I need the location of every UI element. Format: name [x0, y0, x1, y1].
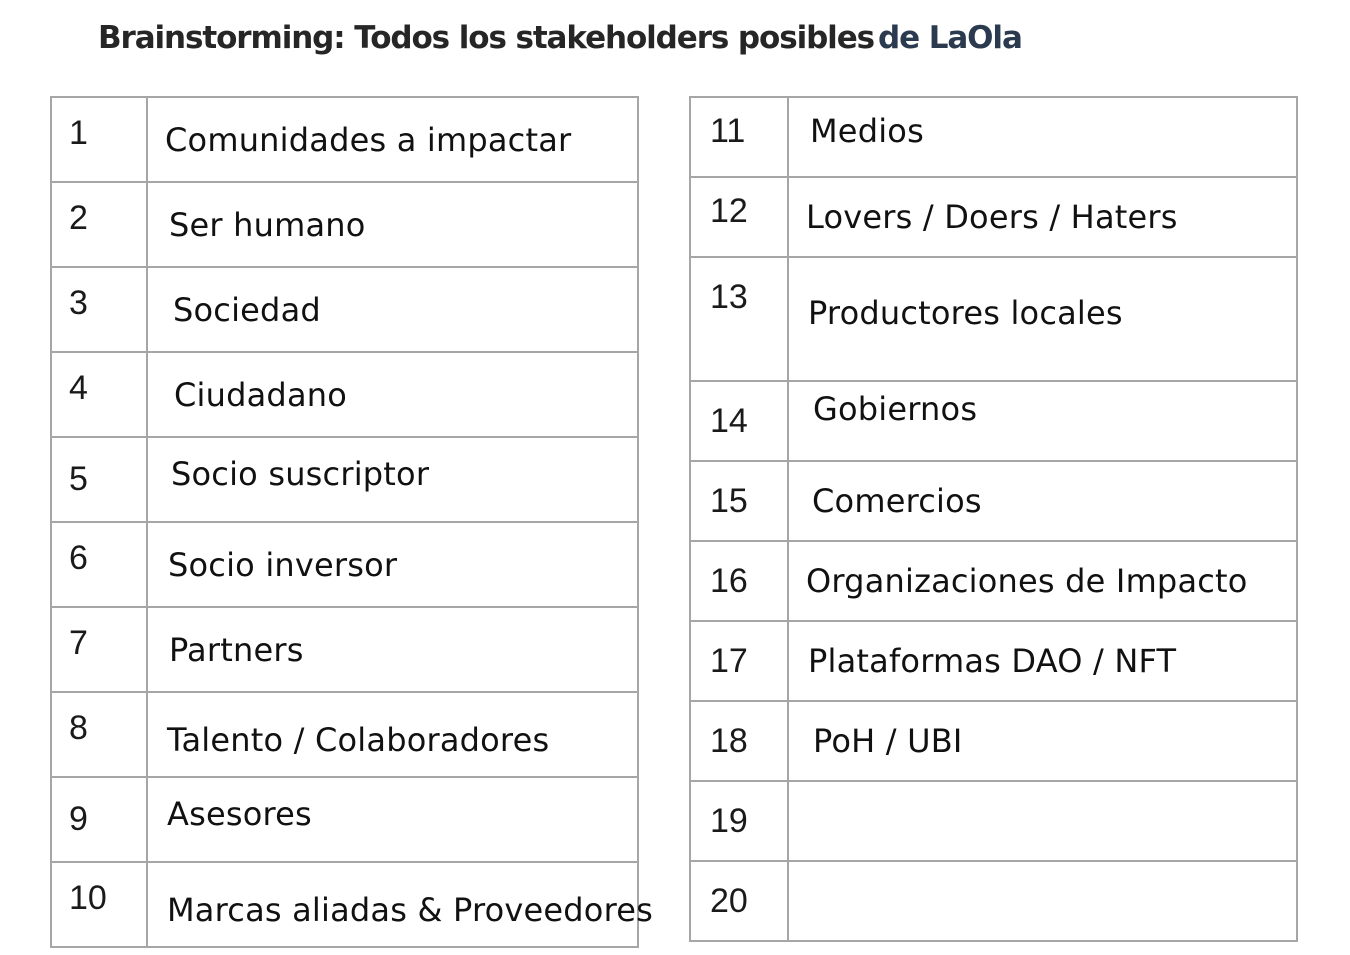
row-number — [690, 781, 788, 861]
stakeholder-label: Comunidades a impactar — [165, 120, 572, 159]
row-number-text: 1 — [69, 114, 88, 152]
table-row — [690, 701, 1297, 781]
row-number — [690, 541, 788, 621]
table-row — [690, 861, 1297, 941]
stakeholders-table-right — [689, 96, 1298, 942]
title-accent: de LaOla — [878, 20, 1022, 56]
table-row — [690, 257, 1297, 381]
row-number — [690, 97, 788, 177]
stakeholder-label: Partners — [169, 630, 304, 669]
stakeholder-label: PoH / UBI — [813, 722, 963, 760]
row-number — [690, 861, 788, 941]
table-row — [690, 621, 1297, 701]
row-number — [51, 352, 147, 437]
table-row — [690, 381, 1297, 461]
stakeholders-table-left — [50, 96, 653, 948]
table-row — [51, 777, 638, 862]
stakeholder-cell — [147, 777, 638, 862]
row-number-text: 10 — [69, 879, 107, 917]
row-number — [51, 607, 147, 692]
stakeholder-label: Socio inversor — [168, 545, 398, 584]
stakeholder-cell — [788, 257, 1297, 381]
row-number-text: 19 — [710, 801, 748, 840]
row-number — [690, 381, 788, 461]
row-number-text: 3 — [69, 284, 88, 322]
row-number-text: 2 — [69, 199, 88, 237]
stakeholder-label: Sociedad — [173, 290, 321, 329]
stakeholder-cell — [147, 267, 638, 352]
table-row — [690, 177, 1297, 257]
stakeholder-label: Ser humano — [169, 205, 366, 244]
stakeholder-cell — [147, 522, 638, 607]
row-number-text: 12 — [710, 191, 748, 230]
stakeholder-cell — [147, 437, 638, 522]
page-title — [98, 20, 1022, 56]
title-main: Brainstorming: Todos los stakeholders posibles — [98, 20, 874, 56]
row-number — [690, 461, 788, 541]
table-row — [51, 522, 638, 607]
table-row — [51, 607, 638, 692]
row-number-text: 17 — [710, 641, 748, 680]
table-row — [690, 97, 1297, 177]
table-row — [690, 541, 1297, 621]
stakeholder-label: Marcas aliadas & Proveedores — [167, 890, 653, 929]
row-number — [51, 862, 147, 947]
table-row — [51, 437, 638, 522]
stakeholder-cell — [788, 461, 1297, 541]
stakeholder-cell — [788, 701, 1297, 781]
row-number-text: 14 — [710, 401, 748, 440]
stakeholder-label: Socio suscriptor — [171, 454, 430, 493]
row-number — [51, 437, 147, 522]
row-number — [690, 621, 788, 701]
row-number-text: 16 — [710, 561, 748, 600]
row-number-text: 4 — [69, 369, 88, 407]
stakeholder-label: Plataformas DAO / NFT — [808, 642, 1177, 680]
stakeholder-cell — [788, 861, 1297, 941]
table-row — [51, 862, 638, 947]
stakeholder-cell — [147, 862, 653, 947]
stakeholder-label: Comercios — [812, 482, 982, 520]
stakeholder-label: Talento / Colaboradores — [167, 720, 550, 759]
stakeholder-cell — [788, 541, 1297, 621]
stakeholder-label: Productores locales — [808, 294, 1123, 332]
row-number-text: 6 — [69, 539, 88, 577]
row-number — [51, 522, 147, 607]
row-number-text: 15 — [710, 481, 748, 520]
stakeholder-label: Ciudadano — [174, 375, 348, 414]
table-row — [51, 692, 638, 777]
table-row — [51, 97, 638, 182]
stakeholder-label: Gobiernos — [813, 390, 978, 428]
row-number-text: 7 — [69, 624, 88, 662]
table-row — [51, 352, 638, 437]
row-number-text: 13 — [710, 278, 748, 316]
row-number — [51, 777, 147, 862]
row-number-text: 8 — [69, 709, 88, 747]
stakeholder-cell — [147, 97, 638, 182]
row-number — [690, 177, 788, 257]
table-row — [690, 781, 1297, 861]
table-row — [690, 461, 1297, 541]
row-number — [51, 182, 147, 267]
row-number-text: 11 — [710, 111, 746, 150]
stakeholder-label: Organizaciones de Impacto — [806, 562, 1248, 600]
row-number-text: 9 — [69, 800, 88, 838]
row-number — [51, 692, 147, 777]
stakeholder-label: Medios — [810, 112, 924, 150]
row-number-text: 20 — [710, 881, 748, 920]
stakeholder-cell — [147, 352, 638, 437]
row-number — [690, 701, 788, 781]
stakeholder-cell — [788, 381, 1297, 461]
stakeholder-cell — [788, 177, 1297, 257]
table-row — [51, 182, 638, 267]
row-number-text: 5 — [69, 460, 88, 498]
row-number — [690, 257, 788, 381]
stakeholder-cell — [788, 97, 1297, 177]
stakeholder-cell — [788, 621, 1297, 701]
stakeholder-label: Asesores — [167, 794, 312, 833]
row-number — [51, 97, 147, 182]
stakeholder-cell — [147, 182, 638, 267]
stakeholder-label: Lovers / Doers / Haters — [806, 198, 1178, 236]
row-number-text: 18 — [710, 721, 748, 760]
table-row — [51, 267, 638, 352]
stakeholder-cell — [147, 692, 638, 777]
stakeholder-cell — [788, 781, 1297, 861]
stakeholder-cell — [147, 607, 638, 692]
row-number — [51, 267, 147, 352]
